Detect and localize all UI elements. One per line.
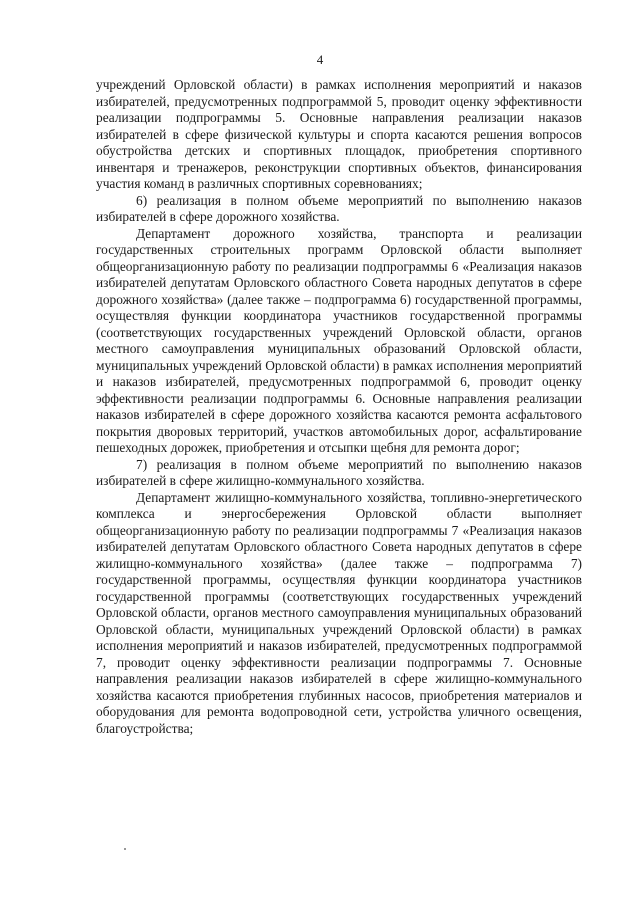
paragraph-item-7-heading: 7) реализация в полном объеме мероприятий по выполнению наказов избирателей в сфере жилищно-коммунального хозяйства. bbox=[96, 456, 582, 488]
page-number: 4 bbox=[316, 52, 324, 67]
paragraph-housing-department: Департамент жилищно-коммунального хозяйства, топливно-энергетического комплекса и энергосбережения Орловской области выполняет общеорганизационную работу по реализации подпрограммы 7 «Реализация наказов избирателей депутатам Орловского областного Совета народных депутатов в сфере жилищно-коммунального хозяйства» (далее также – подпрограмма 7) государственной программы, осуществляя функции координатора участников государственной программы (соответствующих государственных учреждений Орловской области, органов местного самоуправления муниципальных образований Орловской области, муниципальных учреждений Орловской области) в рамках исполнения мероприятий и наказов избирателей, предусмотренных подпрограммой 7, проводит оценку эффективности реализации подпрограммы 7. Основные направления реализации наказов избирателей в сфере жилищно-коммунального хозяйства касаются приобретения глубинных насосов, приобретения материалов и оборудования для ремонта водопроводной сети, устройства уличного освещения, благоустройства; bbox=[96, 489, 582, 736]
paragraph-road-department: Департамент дорожного хозяйства, транспорта и реализации государственных строительных программ Орловской области выполняет общеорганизационную работу по реализации подпрограммы 6 «Реализация наказов избирателей депутатам Орловского областного Совета народных депутатов в сфере дорожного хозяйства» (далее также – подпрограмма 6) государственной программы, осуществляя функции координатора участников государственной программы (соответствующих государственных учреждений Орловской области, органов местного самоуправления муниципальных образований Орловской области, муниципальных учреждений Орловской области) в рамках исполнения мероприятий и наказов избирателей, предусмотренных подпрограммой 6, проводит оценку эффективности реализации подпрограммы 6. Основные направления реализации наказов избирателей в сфере дорожного хозяйства касаются ремонта асфальтового покрытия дворовых территорий, участков автомобильных дорог, асфальтирование пешеходных дорожек, приобретения и отсыпки щебня для ремонта дорог; bbox=[96, 225, 582, 455]
body-text bbox=[96, 77, 582, 737]
paragraph-subprogram-5-conclusion: учреждений Орловской области) в рамках исполнения мероприятий и наказов избирателей, предусмотренных подпрограммой 5, проводит оценку эффективности реализации подпрограммы 5. Основные направления реализации наказов избирателей в сфере физической культуры и спорта касаются решения вопросов обустройства детских и спортивных площадок, приобретения спортивного инвентаря и тренажеров, реконструкции спортивных объектов, финансирования участия команд в различных спортивных соревнованиях; bbox=[96, 77, 582, 191]
paragraph-item-6-heading: 6) реализация в полном объеме мероприятий по выполнению наказов избирателей в сфере дорожного хозяйства. bbox=[96, 192, 582, 224]
scan-speck bbox=[124, 848, 126, 850]
